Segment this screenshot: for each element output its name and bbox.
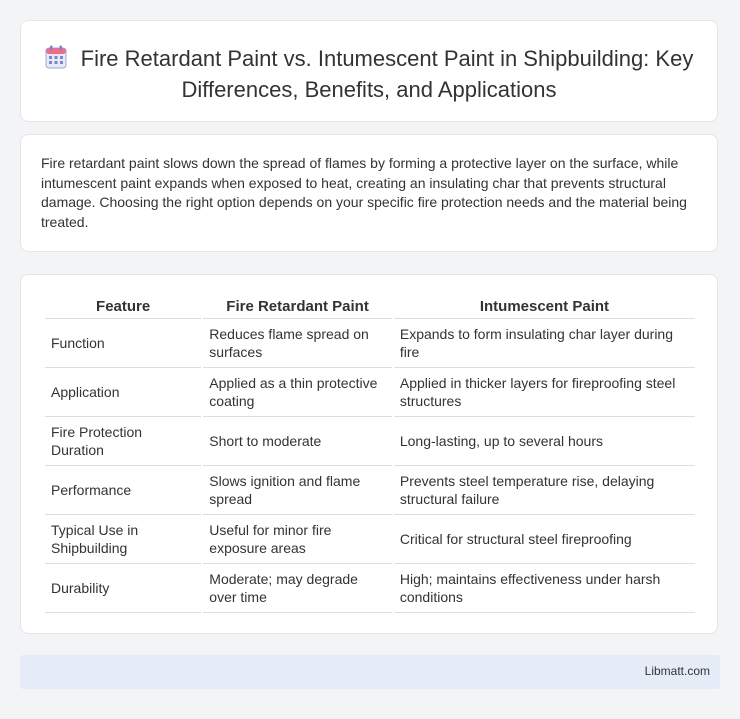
table-row — [45, 564, 695, 613]
title-card — [20, 20, 718, 122]
comparison-card — [20, 274, 718, 634]
intro-card — [20, 134, 718, 252]
cell-feature: Application — [45, 368, 201, 417]
cell-fire-retardant: Applied as a thin protective coating — [203, 368, 392, 417]
cell-intumescent: Expands to form insulating char layer during fire — [394, 319, 695, 368]
cell-fire-retardant: Moderate; may degrade over time — [203, 564, 392, 613]
cell-feature: Function — [45, 319, 201, 368]
footer-bar — [20, 655, 720, 689]
footer-brand[interactable]: Libmatt.com — [644, 664, 710, 678]
cell-feature: Durability — [45, 564, 201, 613]
cell-fire-retardant: Reduces flame spread on surfaces — [203, 319, 392, 368]
table-row — [45, 319, 695, 368]
cell-intumescent: High; maintains effectiveness under harsh conditions — [394, 564, 695, 613]
cell-intumescent: Long-lasting, up to several hours — [394, 417, 695, 466]
header-intumescent: Intumescent Paint — [394, 295, 695, 319]
table-header-row — [45, 295, 695, 319]
cell-intumescent: Prevents steel temperature rise, delaying structural failure — [394, 466, 695, 515]
cell-intumescent: Critical for structural steel fireproofing — [394, 515, 695, 564]
header-fire-retardant: Fire Retardant Paint — [203, 295, 392, 319]
cell-feature: Performance — [45, 466, 201, 515]
cell-intumescent: Applied in thicker layers for fireproofing steel structures — [394, 368, 695, 417]
calendar-icon — [45, 45, 67, 76]
table-row — [45, 417, 695, 466]
cell-feature: Fire Protection Duration — [45, 417, 201, 466]
cell-fire-retardant: Short to moderate — [203, 417, 392, 466]
table-row — [45, 368, 695, 417]
table-row — [45, 466, 695, 515]
page-title-text: Fire Retardant Paint vs. Intumescent Paint in Shipbuilding: Key Differences, Benefits, and Applications — [80, 46, 694, 102]
table-row — [45, 515, 695, 564]
cell-feature: Typical Use in Shipbuilding — [45, 515, 201, 564]
intro-paragraph: Fire retardant paint slows down the spread of flames by forming a protective layer on the surface, while intumescent paint expands when exposed to heat, creating an insulating char that prevents structural damage. Choosing the right option depends on your specific fire protection needs and the material being treated. — [41, 155, 687, 230]
header-feature: Feature — [45, 295, 201, 319]
title-wrap — [21, 45, 717, 104]
cell-fire-retardant: Useful for minor fire exposure areas — [203, 515, 392, 564]
cell-fire-retardant: Slows ignition and flame spread — [203, 466, 392, 515]
page-title — [21, 45, 717, 104]
comparison-table — [43, 295, 697, 613]
